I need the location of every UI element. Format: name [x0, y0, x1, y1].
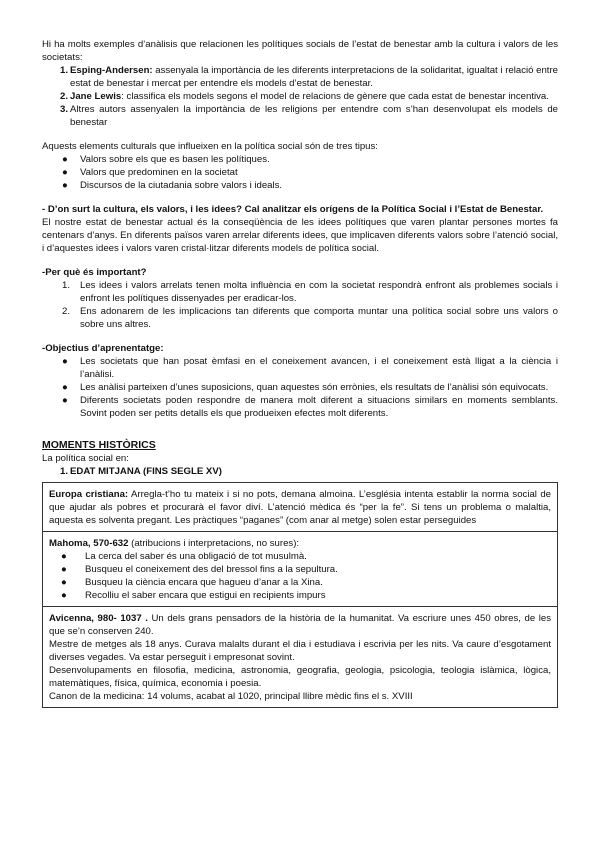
- question-heading-text: - D’on surt la cultura, els valors, i les idees? Cal analitzar els orígens de la Política Social i l’Estat de Benestar.: [42, 204, 544, 215]
- bullet-icon: ●: [62, 180, 68, 191]
- section-title: MOMENTS HISTÒRICS: [42, 439, 156, 451]
- box-text: Arregla-t’ho tu mateix i si no pots, demana almoina. L’església intenta establir la norma social de que ajudar als pobres et procurarà el favor diví. L’atenció mèdica és “per la fe”. Si tens un problema o malaltia, aquesta es solventa pregant. Les pràctiques “paganes” (com anar al metge) solen estar perseguides: [49, 489, 551, 526]
- list-item: [49, 563, 551, 576]
- bullet-icon: ●: [62, 395, 68, 406]
- list-item-text: Les societats que han posat èmfasi en el coneixement avancen, i el coneixement està lligat a la ciència i l’anàlisi.: [80, 356, 558, 380]
- list-item: [42, 465, 558, 478]
- list-number: 1.: [62, 280, 71, 291]
- box-mahoma: [43, 531, 557, 606]
- why-heading: [42, 266, 558, 279]
- list-item: [42, 305, 558, 331]
- box-europa-cristiana: [43, 483, 557, 531]
- list-item-text: Les idees i valors arrelats tenen molta influència en com la societat respondrà enfront als problemes socials i enfront les polítiques dissenyades per eradicar-los.: [80, 280, 558, 304]
- bullet-icon: ●: [62, 154, 68, 165]
- intro-paragraph: Hi ha molts exemples d’anàlisis que relacionen les polítiques socials de l’estat de benestar amb la cultura i valors de les societats:: [42, 39, 558, 63]
- list-item: [42, 381, 558, 394]
- objectives-heading: [42, 342, 558, 355]
- list-item-text: Valors que predominen en la societat: [80, 167, 238, 178]
- list-item-text: Diferents societats poden respondre de manera molt diferent a situacions similars en moments semblants. Sovint poden ser petits detalls els que produeixen efectes molt diferents.: [80, 395, 558, 419]
- list-item: [42, 64, 558, 90]
- box-title: Europa cristiana:: [49, 489, 129, 500]
- list-item: [42, 90, 558, 103]
- cultural-intro: Aquests elements culturals que influeixen en la política social són de tres tipus:: [42, 141, 378, 152]
- list-item: [42, 394, 558, 420]
- bullet-icon: ●: [61, 551, 67, 562]
- list-number: 2.: [62, 306, 71, 317]
- bullet-icon: ●: [61, 564, 67, 575]
- author-name: Esping-Andersen:: [70, 65, 153, 76]
- bullet-icon: ●: [61, 590, 67, 601]
- list-item: [42, 355, 558, 381]
- list-item: [42, 279, 558, 305]
- author-name: Jane Lewis: [70, 91, 122, 102]
- objectives-heading-text: -Objectius d’aprenentatge:: [42, 343, 164, 354]
- list-item: [49, 550, 551, 563]
- document-page: [42, 38, 558, 708]
- list-item-text: : classifica els models segons el model de relacions de gènere que cada estat de benestar incentiva.: [121, 91, 549, 102]
- objectives-list: [42, 355, 558, 420]
- box-paragraph: Mestre de metges als 18 anys. Curava malalts durant el dia i estudiava i escrivia per les nits. Va caure d’esgotament diverses vegades. Va estar perseguit i empresonat sovint.: [49, 639, 551, 663]
- history-boxes: [42, 482, 558, 708]
- list-item-text: Altres autors assenyalen la importància de les religions per entendre com s’han desenvolupat els models de benestar: [70, 104, 558, 128]
- question-paragraph: El nostre estat de benestar actual és la conseqüència de les idees polítiques que varen plantar persones mortes fa centenars d’anys. En diferents països varen arrelar diferents idees, que implicaven diferents valors sobre l’atenció social, i d’aquestes idees i valors varen cristal·litzar diferents models de política social.: [42, 217, 558, 254]
- bullet-icon: ●: [62, 356, 68, 367]
- box-heading-line: [49, 537, 551, 550]
- cultural-list: [42, 153, 558, 192]
- list-item: [42, 179, 558, 192]
- list-item-text: Discursos de la ciutadania sobre valors i ideals.: [80, 180, 283, 191]
- list-item-text: Ens adonarem de les implicacions tan diferents que comporta muntar una política social sobre uns valors o sobre uns altres.: [80, 306, 558, 330]
- why-list: [42, 279, 558, 331]
- why-heading-text: -Per què és important?: [42, 267, 147, 278]
- box-text: Un dels grans pensadors de la història de la humanitat. Va escriure unes 450 obres, de les que se’n conserven 240.: [49, 613, 552, 637]
- intro-authors-list: [42, 64, 558, 129]
- list-item: [42, 166, 558, 179]
- question-heading: [42, 203, 558, 216]
- list-number: 1.: [60, 466, 69, 477]
- list-item-text: Recolliu el saber encara que estigui en recipients impurs: [85, 590, 326, 601]
- era-list: [42, 465, 558, 478]
- list-number: 3.: [60, 104, 69, 115]
- box-paragraph: Desenvolupaments en filosofia, medicina, astronomia, geografia, geologia, psicologia, teologia islàmica, lògica, matemàtiques, física, química, economia i poesia.: [49, 665, 551, 689]
- list-item: [49, 589, 551, 602]
- list-number: 1.: [60, 65, 69, 76]
- box-title: Mahoma, 570-632: [49, 538, 129, 549]
- box-paragraph: [49, 612, 551, 638]
- list-item-text: assenyala la importància de les diferents interpretacions de la solidaritat, igualtat i relació entre estat de benestar i mercat per entendre els models d’estat de benestar.: [70, 65, 558, 89]
- box-note: (atribucions i interpretacions, no sures):: [128, 538, 300, 549]
- mahoma-list: [49, 550, 551, 602]
- box-paragraph: Canon de la medicina: 14 volums, acabat al 1020, principal llibre mèdic fins el s. XVIII: [49, 691, 413, 702]
- bullet-icon: ●: [62, 382, 68, 393]
- section-subtitle: La política social en:: [42, 453, 129, 464]
- list-item: [42, 103, 558, 129]
- list-item-text: Busqueu el coneixement des del bressol fins a la sepultura.: [85, 564, 338, 575]
- box-title: Avicenna, 980- 1037 .: [49, 613, 148, 624]
- bullet-icon: ●: [61, 577, 67, 588]
- bullet-icon: ●: [62, 167, 68, 178]
- era-label: EDAT MITJANA (FINS SEGLE XV): [70, 466, 222, 477]
- list-item-text: Les anàlisi parteixen d’unes suposicions, quan aquestes són errònies, els resultats de l’anàlisi són equivocats.: [80, 382, 549, 393]
- box-avicenna: [43, 606, 557, 707]
- list-item: [42, 153, 558, 166]
- list-item-text: Busqueu la ciència encara que hagueu d’anar a la Xina.: [85, 577, 323, 588]
- list-item-text: La cerca del saber és una obligació de tot musulmà.: [85, 551, 307, 562]
- list-number: 2.: [60, 91, 69, 102]
- list-item: [49, 576, 551, 589]
- list-item-text: Valors sobre els que es basen les polítiques.: [80, 154, 270, 165]
